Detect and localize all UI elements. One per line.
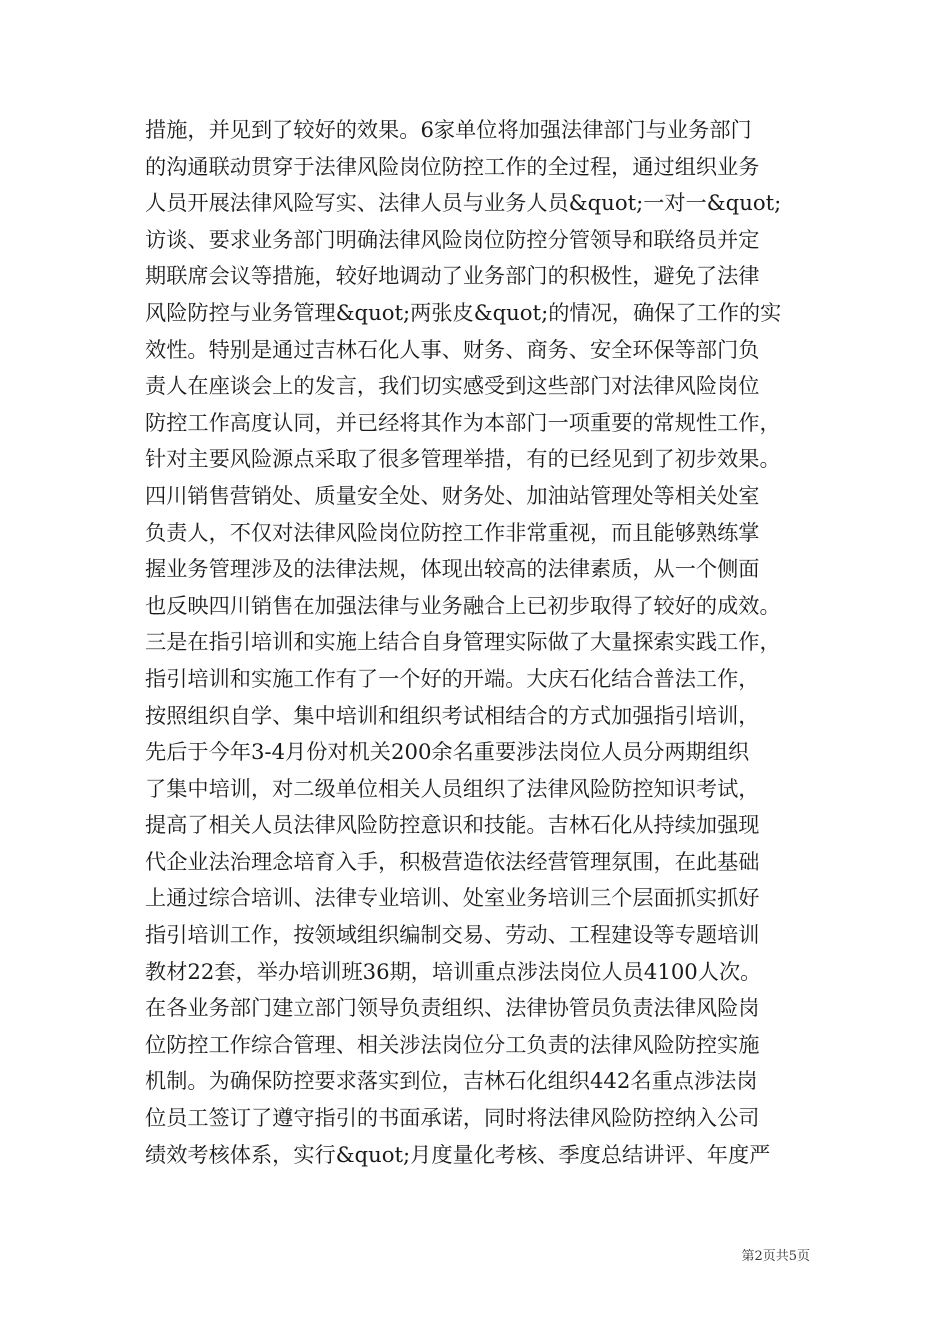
text-line: 指引培训和实施工作有了一个好的开端。大庆石化结合普法工作，	[145, 665, 760, 691]
text-line: 四川销售营销处、质量安全处、财务处、加油站管理处等相关处室	[145, 482, 760, 508]
text-line: 指引培训工作，按领域组织编制交易、劳动、工程建设等专题培训	[145, 922, 760, 948]
text-line: 先后于今年3-4月份对机关200余名重要涉法岗位人员分两期组织	[145, 739, 750, 765]
text-line: 负责人，不仅对法律风险岗位防控工作非常重视，而且能够熟练掌	[145, 519, 760, 545]
text-line: 措施，并见到了较好的效果。6家单位将加强法律部门与业务部门	[145, 117, 752, 142]
page-number: 第2页共5页	[741, 1249, 810, 1264]
text-line: 针对主要风险源点采取了很多管理举措，有的已经见到了初步效果。	[145, 446, 781, 472]
text-line: 握业务管理涉及的法律法规，体现出较高的法律素质，从一个侧面	[145, 556, 760, 582]
text-line: 在各业务部门建立部门领导负责组织、法律协管员负责法律风险岗	[145, 995, 760, 1021]
text-line: 三是在指引培训和实施上结合自身管理实际做了大量探索实践工作，	[145, 629, 781, 655]
text-line: 教材22套，举办培训班36期，培训重点涉法岗位人员4100人次。	[145, 958, 762, 984]
text-line: 防控工作高度认同，并已经将其作为本部门一项重要的常规性工作，	[145, 409, 781, 435]
text-line: 位员工签订了遵守指引的书面承诺，同时将法律风险防控纳入公司	[145, 1105, 760, 1131]
text-line: 访谈、要求业务部门明确法律风险岗位防控分管领导和联络员并定	[145, 226, 760, 252]
text-line: 位防控工作综合管理、相关涉法岗位分工负责的法律风险防控实施	[145, 1031, 760, 1057]
text-line: 绩效考核体系，实行&quot;月度量化考核、季度总结讲评、年度严	[145, 1141, 771, 1167]
text-line: 上通过综合培训、法律专业培训、处室业务培训三个层面抓实抓好	[145, 885, 760, 911]
text-line: 人员开展法律风险写实、法律人员与业务人员&quot;一对一&quot;	[145, 190, 782, 216]
text-line: 期联席会议等措施，较好地调动了业务部门的积极性，避免了法律	[145, 263, 760, 289]
text-line: 了集中培训，对二级单位相关人员组织了法律风险防控知识考试，	[145, 775, 760, 801]
text-line: 风险防控与业务管理&quot;两张皮&quot;的情况，确保了工作的实	[145, 299, 782, 325]
text-line: 责人在座谈会上的发言，我们切实感受到这些部门对法律风险岗位	[145, 373, 760, 399]
text-line: 提高了相关人员法律风险防控意识和技能。吉林石化从持续加强现	[145, 812, 760, 838]
text-line: 的沟通联动贯穿于法律风险岗位防控工作的全过程，通过组织业务	[145, 153, 760, 179]
text-line: 效性。特别是通过吉林石化人事、财务、商务、安全环保等部门负	[145, 336, 760, 362]
text-line: 代企业法治理念培育入手，积极营造依法经营管理氛围，在此基础	[145, 848, 760, 874]
text-line: 也反映四川销售在加强法律与业务融合上已初步取得了较好的成效。	[145, 592, 781, 618]
text-line: 按照组织自学、集中培训和组织考试相结合的方式加强指引培训，	[145, 702, 760, 728]
text-line: 机制。为确保防控要求落实到位，吉林石化组织442名重点涉法岗	[145, 1068, 758, 1094]
body-text	[145, 112, 825, 1173]
